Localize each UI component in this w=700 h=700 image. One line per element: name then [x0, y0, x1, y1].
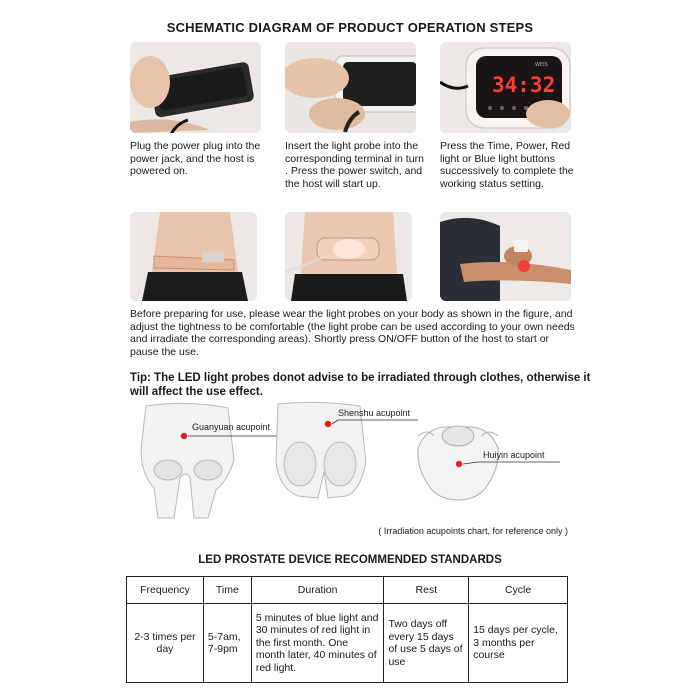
- cell-duration: 5 minutes of blue light and 30 minutes of red light in the first month. One month later, 40 minutes of red light.: [251, 604, 384, 683]
- device-brand-logo: WEIS: [535, 62, 548, 68]
- huiyin-dot: [456, 461, 462, 467]
- front-body-figure: [141, 403, 234, 518]
- header-time: Time: [203, 577, 251, 604]
- shenshu-dot: [325, 421, 331, 427]
- photo-device-display: [440, 42, 571, 133]
- guanyuan-dot: [181, 433, 187, 439]
- acupoint-chart: [128, 400, 573, 520]
- photo-insert-probe: [285, 42, 416, 133]
- page-title: SCHEMATIC DIAGRAM OF PRODUCT OPERATION STEPS: [166, 20, 534, 35]
- caption-step-2: Insert the light probe into the corresponding terminal in turn . Press the power switch, and the host will start up.: [285, 140, 424, 190]
- usage-instructions: Before preparing for use, please wear the light probes on your body as shown in the figure, and adjust the tightness to be comfortable (the light probe can be used according to your own needs and irradiate the corresponding areas). Shortly press ON/OFF button of the host to start or pause the use.: [130, 308, 575, 358]
- photo-arm-probe: [440, 212, 571, 301]
- header-rest: Rest: [384, 577, 469, 604]
- header-cycle: Cycle: [469, 577, 568, 604]
- huiyin-label: Huiyin acupoint: [483, 450, 545, 460]
- acupoint-chart-note: ( Irradiation acupoints chart, for reference only ): [378, 526, 568, 536]
- table-row: [127, 604, 568, 683]
- shenshu-label: Shenshu acupoint: [338, 408, 411, 418]
- guanyuan-label: Guanyuan acupoint: [192, 422, 271, 432]
- caption-step-1: Plug the power plug into the power jack, and the host is powered on.: [130, 140, 261, 177]
- device-time-display: 34:32: [492, 73, 556, 97]
- standards-table: [126, 576, 568, 683]
- cell-frequency: 2-3 times per day: [127, 604, 204, 683]
- cell-cycle: 15 days per cycle, 3 months per course: [469, 604, 568, 683]
- header-frequency: Frequency: [127, 577, 204, 604]
- standards-title: LED PROSTATE DEVICE RECOMMENDED STANDARDS: [198, 554, 502, 566]
- cell-rest: Two days off every 15 days of use 5 days of use: [384, 604, 469, 683]
- header-duration: Duration: [251, 577, 384, 604]
- photo-back-probe: [285, 212, 412, 301]
- cell-time: 5-7am, 7-9pm: [203, 604, 251, 683]
- photo-waist-probe: [130, 212, 257, 301]
- caption-step-3: Press the Time, Power, Red light or Blue light buttons successively to complete the working status setting.: [440, 140, 574, 190]
- table-header-row: [127, 577, 568, 604]
- photo-plug-power: [130, 42, 261, 133]
- tip-warning: Tip: The LED light probes donot advise to be irradiated through clothes, otherwise it will affect the use effect.: [130, 372, 591, 398]
